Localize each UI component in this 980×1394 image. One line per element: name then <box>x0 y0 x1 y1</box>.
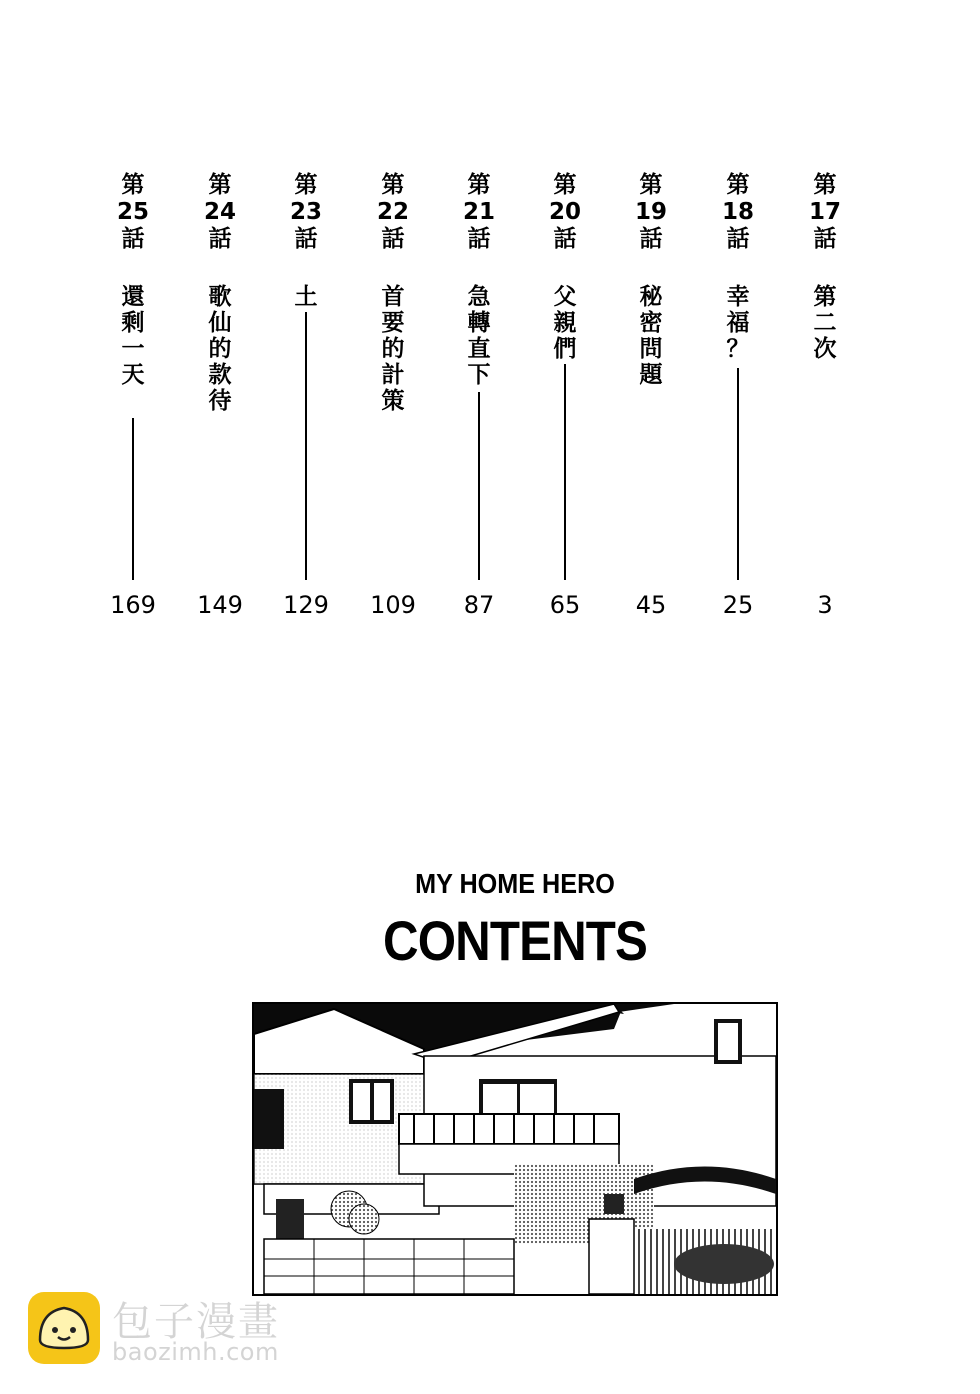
chapter-number: 第 21 話 <box>462 172 495 252</box>
page-number: 25 <box>722 591 754 619</box>
bun-logo-icon <box>26 1290 102 1366</box>
page-number: 87 <box>463 591 495 619</box>
chapter-title: 歌 仙 的 款 待 <box>208 284 232 414</box>
page-number: 3 <box>817 591 833 619</box>
chapter-number: 第 18 話 <box>721 172 754 252</box>
chapter-title: 首 要 的 計 策 <box>381 284 405 414</box>
series-title: MY HOME HERO <box>415 868 615 899</box>
chapter-title: 秘 密 問 題 <box>639 284 663 388</box>
chapter-number: 第 17 話 <box>808 172 841 252</box>
page-number: 149 <box>197 591 243 619</box>
chapter-title: 父 親 們 <box>553 284 577 362</box>
leader-line <box>132 418 134 580</box>
page-number: 65 <box>549 591 581 619</box>
chapter-number: 第 19 話 <box>634 172 667 252</box>
chapter-title: 急 轉 直 下 <box>467 284 491 388</box>
page-number: 45 <box>635 591 667 619</box>
watermark-url: baozimh.com <box>112 1338 279 1366</box>
leader-line <box>305 312 307 580</box>
chapter-number: 第 20 話 <box>548 172 581 252</box>
watermark-site-name: 包子漫畫 <box>112 1299 280 1345</box>
leader-line <box>564 364 566 580</box>
leader-line <box>478 392 480 580</box>
leader-line <box>737 368 739 580</box>
page-number: 109 <box>370 591 416 619</box>
chapter-number: 第 22 話 <box>376 172 409 252</box>
chapter-title: 還 剩 一 天 <box>121 284 145 388</box>
chapter-number: 第 24 話 <box>203 172 236 252</box>
house-illustration <box>252 1002 778 1296</box>
chapter-title: 第 二 次 <box>813 284 837 362</box>
contents-heading: CONTENTS <box>383 909 647 972</box>
page-number: 169 <box>110 591 156 619</box>
chapter-title: 幸 福 ？ <box>726 284 750 362</box>
site-watermark <box>26 1290 326 1370</box>
chapter-title: 土 <box>294 284 318 310</box>
chapter-number: 第 25 話 <box>116 172 149 252</box>
chapter-number: 第 23 話 <box>289 172 322 252</box>
page-number: 129 <box>283 591 329 619</box>
